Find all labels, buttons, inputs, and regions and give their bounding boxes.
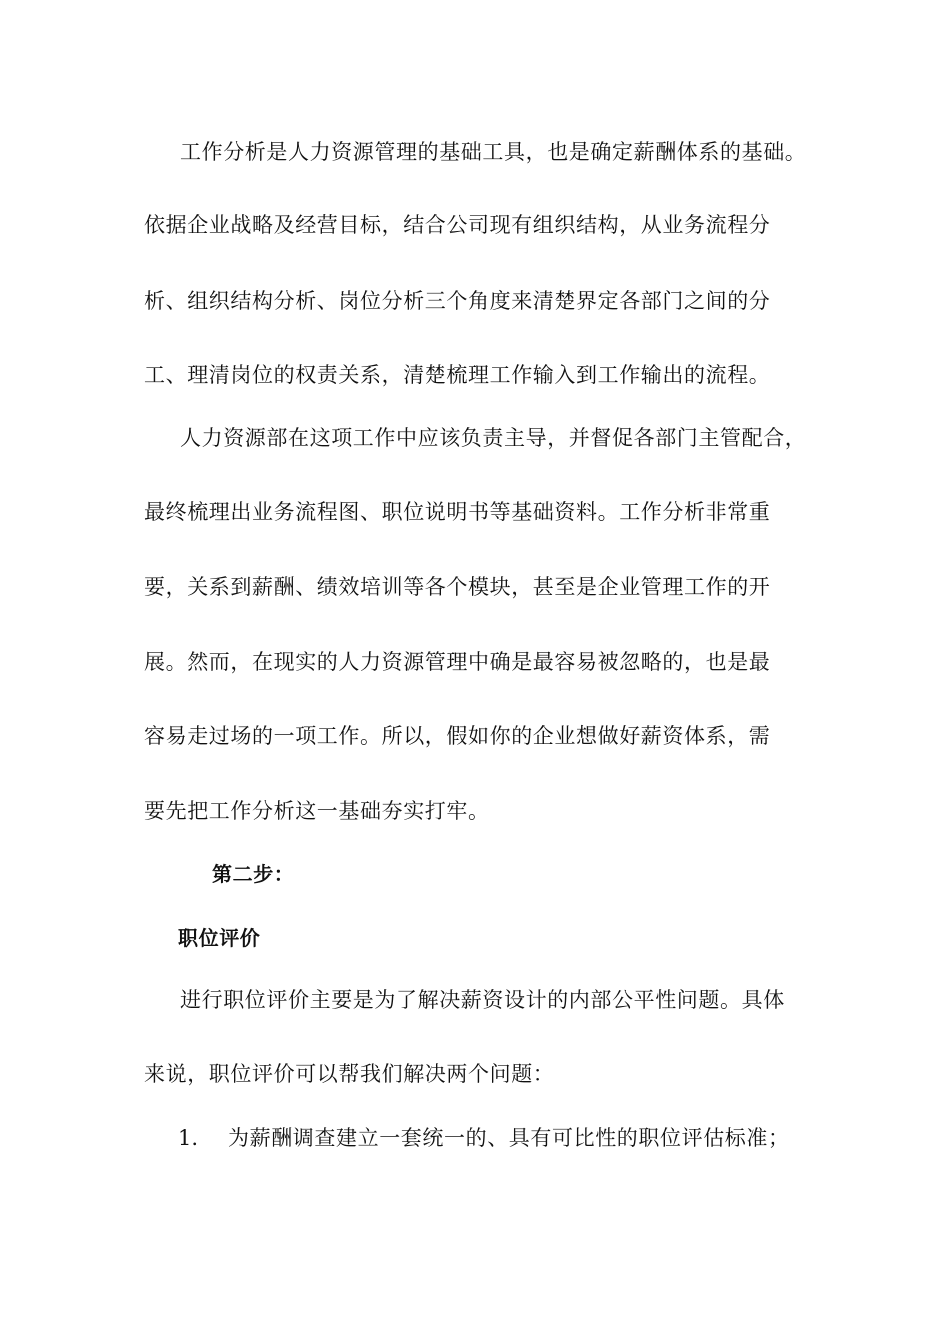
section-title: 职位评价 xyxy=(178,926,261,950)
paragraph-2-line-5: 容易走过场的一项工作。所以，假如你的企业想做好薪资体系，需 xyxy=(144,724,771,748)
paragraph-1-line-4: 工、理清岗位的权责关系，清楚梳理工作输入到工作输出的流程。 xyxy=(144,363,771,387)
paragraph-3-line-2: 来说，职位评价可以帮我们解决两个问题： xyxy=(144,1062,555,1086)
list-item-number: 1. xyxy=(178,1126,199,1150)
paragraph-2-line-2: 最终梳理出业务流程图、职位说明书等基础资料。工作分析非常重 xyxy=(144,500,771,524)
paragraph-2-line-4: 展。然而，在现实的人力资源管理中确是最容易被忽略的，也是最 xyxy=(144,650,771,674)
paragraph-1-line-1: 工作分析是人力资源管理的基础工具，也是确定薪酬体系的基础。 xyxy=(180,140,807,164)
paragraph-3-line-1: 进行职位评价主要是为了解决薪资设计的内部公平性问题。具体 xyxy=(180,988,785,1012)
paragraph-2-line-3: 要，关系到薪酬、绩效培训等各个模块，甚至是企业管理工作的开 xyxy=(144,575,771,599)
paragraph-1-line-3: 析、组织结构分析、岗位分析三个角度来清楚界定各部门之间的分 xyxy=(144,289,771,313)
paragraph-2-line-1: 人力资源部在这项工作中应该负责主导，并督促各部门主管配合， xyxy=(180,426,807,450)
paragraph-2-line-6: 要先把工作分析这一基础夯实打牢。 xyxy=(144,799,490,823)
list-item-text: 为薪酬调查建立一套统一的、具有可比性的职位评估标准； xyxy=(228,1126,790,1150)
step-heading: 第二步： xyxy=(212,862,295,886)
paragraph-1-line-2: 依据企业战略及经营目标，结合公司现有组织结构，从业务流程分 xyxy=(144,213,771,237)
